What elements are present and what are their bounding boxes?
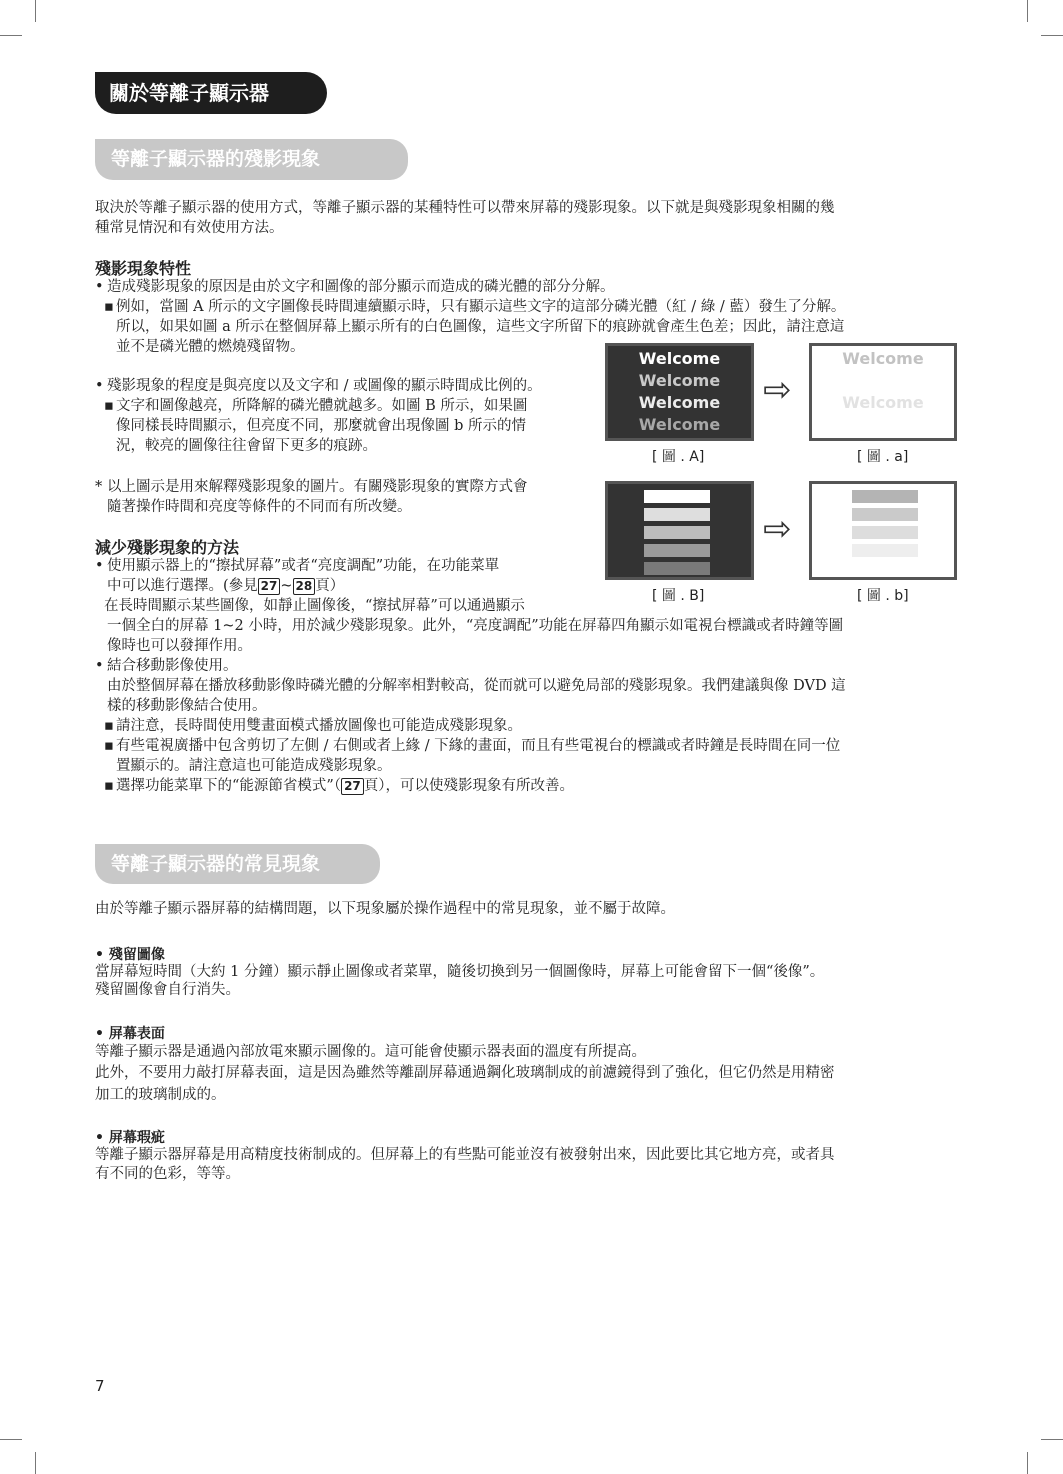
figure-B bbox=[605, 481, 754, 580]
note-line: * 以上圖示是用來解釋殘影現象的圖片。有關殘影現象的實際方式會 bbox=[95, 479, 528, 495]
bullet-line: • 使用顯示器上的“擦拭屏幕”或者“亮度調配”功能，在功能菜單 bbox=[95, 558, 500, 574]
page-ref-28: 28 bbox=[293, 578, 316, 595]
figure-caption-b: [ 圖 . b] bbox=[857, 588, 909, 604]
crop-mark bbox=[1041, 35, 1063, 36]
text-line: 殘留圖像會自行消失。 bbox=[95, 982, 240, 998]
bullet-line: ▪ 例如，當圖 A 所示的文字圖像長時間連續顯示時，只有顯示這些文字的這部分磷光體（紅 / 綠 / 藍）發生了分解。 bbox=[104, 299, 846, 315]
page-ref-27: 27 bbox=[341, 778, 364, 795]
arrow-right-icon: ⇨ bbox=[763, 509, 792, 549]
text-line: 由於整個屏幕在播放移動影像時磷光體的分解率相對較高，從而就可以避免局部的殘影現象。我們建議與像 DVD 這 bbox=[107, 678, 846, 694]
brightness-bar bbox=[644, 562, 710, 575]
bullet-line: • 殘影現象的程度是與亮度以及文字和 / 或圖像的顯示時間成比例的。 bbox=[95, 378, 542, 394]
brightness-bar bbox=[644, 544, 710, 557]
crop-mark bbox=[1041, 1439, 1063, 1440]
figure-caption-A: [ 圖 . A] bbox=[652, 449, 705, 465]
brightness-bar bbox=[644, 508, 710, 521]
welcome-text: Welcome bbox=[638, 415, 721, 434]
crop-mark bbox=[1027, 0, 1028, 22]
bullet-line: • 結合移動影像使用。 bbox=[95, 658, 238, 674]
bullet-line: ▪ 有些電視廣播中包含剪切了左側 / 右側或者上緣 / 下緣的畫面，而且有些電視台的標識或者時鐘是長時間在同一位 bbox=[104, 738, 841, 754]
residue-bar bbox=[852, 526, 918, 539]
text-line: 等離子顯示器是通過內部放電來顯示圖像的。這可能會使顯示器表面的溫度有所提高。 bbox=[95, 1044, 646, 1060]
text-line: 加工的玻璃制成的。 bbox=[95, 1087, 226, 1103]
item-title-residual-image: • 殘留圖像 bbox=[95, 947, 165, 963]
figure-caption-a: [ 圖 . a] bbox=[857, 449, 909, 465]
bullet-line: ▪ 文字和圖像越亮，所降解的磷光體就越多。如圖 B 所示，如果圖 bbox=[104, 398, 528, 414]
welcome-text: Welcome bbox=[638, 371, 721, 390]
text-line: 並不是磷光體的燃燒殘留物。 bbox=[116, 339, 305, 355]
text-line: 中可以進行選擇。(參見 27 ~ 28 頁） bbox=[107, 578, 345, 594]
text-line: 況，較亮的圖像往往會留下更多的痕跡。 bbox=[116, 438, 377, 454]
bullet-line: ▪ 選擇功能菜單下的“能源節省模式”（ 27 頁），可以使殘影現象有所改善。 bbox=[104, 778, 575, 794]
page-ref-27: 27 bbox=[258, 578, 281, 595]
welcome-text: Welcome bbox=[638, 393, 721, 412]
main-title: 關於等離子顯示器 bbox=[95, 72, 327, 114]
crop-mark bbox=[0, 35, 22, 36]
residue-bar bbox=[852, 508, 918, 521]
bullet-line: ▪ 請注意，長時間使用雙畫面模式播放圖像也可能造成殘影現象。 bbox=[104, 718, 522, 734]
subheading-afterimage-characteristics: 殘影現象特性 bbox=[95, 259, 192, 278]
item-title-screen-surface: • 屏幕表面 bbox=[95, 1026, 165, 1042]
crop-mark bbox=[35, 0, 36, 22]
item-title-screen-defects: • 屏幕瑕疵 bbox=[95, 1130, 165, 1146]
page-number: 7 bbox=[95, 1377, 105, 1395]
residue-bar bbox=[852, 490, 918, 503]
welcome-text: Welcome bbox=[842, 393, 924, 412]
text-line: 置顯示的。請注意這也可能造成殘影現象。 bbox=[116, 758, 392, 774]
figure-a bbox=[809, 343, 957, 441]
text-line: 有不同的色彩，等等。 bbox=[95, 1166, 240, 1182]
welcome-text: Welcome bbox=[842, 349, 924, 368]
figure-caption-B: [ 圖 . B] bbox=[652, 588, 705, 604]
text-line: 樣的移動影像結合使用。 bbox=[107, 698, 267, 714]
text-line: 像同樣長時間顯示，但亮度不同，那麼就會出現像圖 b 所示的情 bbox=[116, 418, 526, 434]
text-line: 此外，不要用力敲打屏幕表面，這是因為雖然等離副屏幕通過鋼化玻璃制成的前濾鏡得到了強化，但它仍然是用精密 bbox=[95, 1065, 835, 1081]
crop-mark bbox=[1027, 1452, 1028, 1474]
section-title-afterimage: 等離子顯示器的殘影現象 bbox=[95, 139, 408, 180]
text-line: 所以，如果如圖 a 所示在整個屏幕上顯示所有的白色圖像，這些文字所留下的痕跡就會產生色差；因此，請注意這 bbox=[116, 319, 845, 335]
figure-A bbox=[605, 343, 754, 441]
subheading-reduce-afterimage: 減少殘影現象的方法 bbox=[95, 538, 240, 557]
section-title-common-phenomena: 等離子顯示器的常見現象 bbox=[95, 844, 380, 884]
text-line: 等離子顯示器屏幕是用高精度技術制成的。但屏幕上的有些點可能並沒有被發射出來，因此要比其它地方亮，或者具 bbox=[95, 1147, 835, 1163]
text-line: 隨著操作時間和亮度等條件的不同而有所改變。 bbox=[107, 499, 412, 515]
intro-line: 取決於等離子顯示器的使用方式，等離子顯示器的某種特性可以帶來屏幕的殘影現象。以下就是與殘影現象相關的幾 bbox=[95, 200, 835, 216]
welcome-text: Welcome bbox=[638, 349, 721, 368]
residue-bar bbox=[852, 544, 918, 557]
intro-line: 種常見情況和有效使用方法。 bbox=[95, 220, 284, 236]
figure-b bbox=[809, 481, 957, 580]
intro-line: 由於等離子顯示器屏幕的結構問題，以下現象屬於操作過程中的常見現象，並不屬于故障。 bbox=[95, 901, 675, 917]
text-line: 在長時間顯示某些圖像，如靜止圖像後，“擦拭屏幕”可以通過顯示 bbox=[104, 598, 525, 614]
text-line: 當屏幕短時間（大約 1 分鐘）顯示靜止圖像或者菜單，隨後切換到另一個圖像時，屏幕上可能會留下一個“後像”。 bbox=[95, 964, 825, 980]
crop-mark bbox=[35, 1452, 36, 1474]
bullet-line: • 造成殘影現象的原因是由於文字和圖像的部分顯示而造成的磷光體的部分分解。 bbox=[95, 279, 615, 295]
text-line: 像時也可以發揮作用。 bbox=[107, 638, 252, 654]
brightness-bar bbox=[644, 490, 710, 503]
brightness-bar bbox=[644, 526, 710, 539]
crop-mark bbox=[0, 1439, 22, 1440]
text-line: 一個全白的屏幕 1~2 小時，用於減少殘影現象。此外，“亮度調配”功能在屏幕四角顯示如電視台標識或者時鐘等圖 bbox=[107, 618, 844, 634]
arrow-right-icon: ⇨ bbox=[763, 370, 792, 410]
